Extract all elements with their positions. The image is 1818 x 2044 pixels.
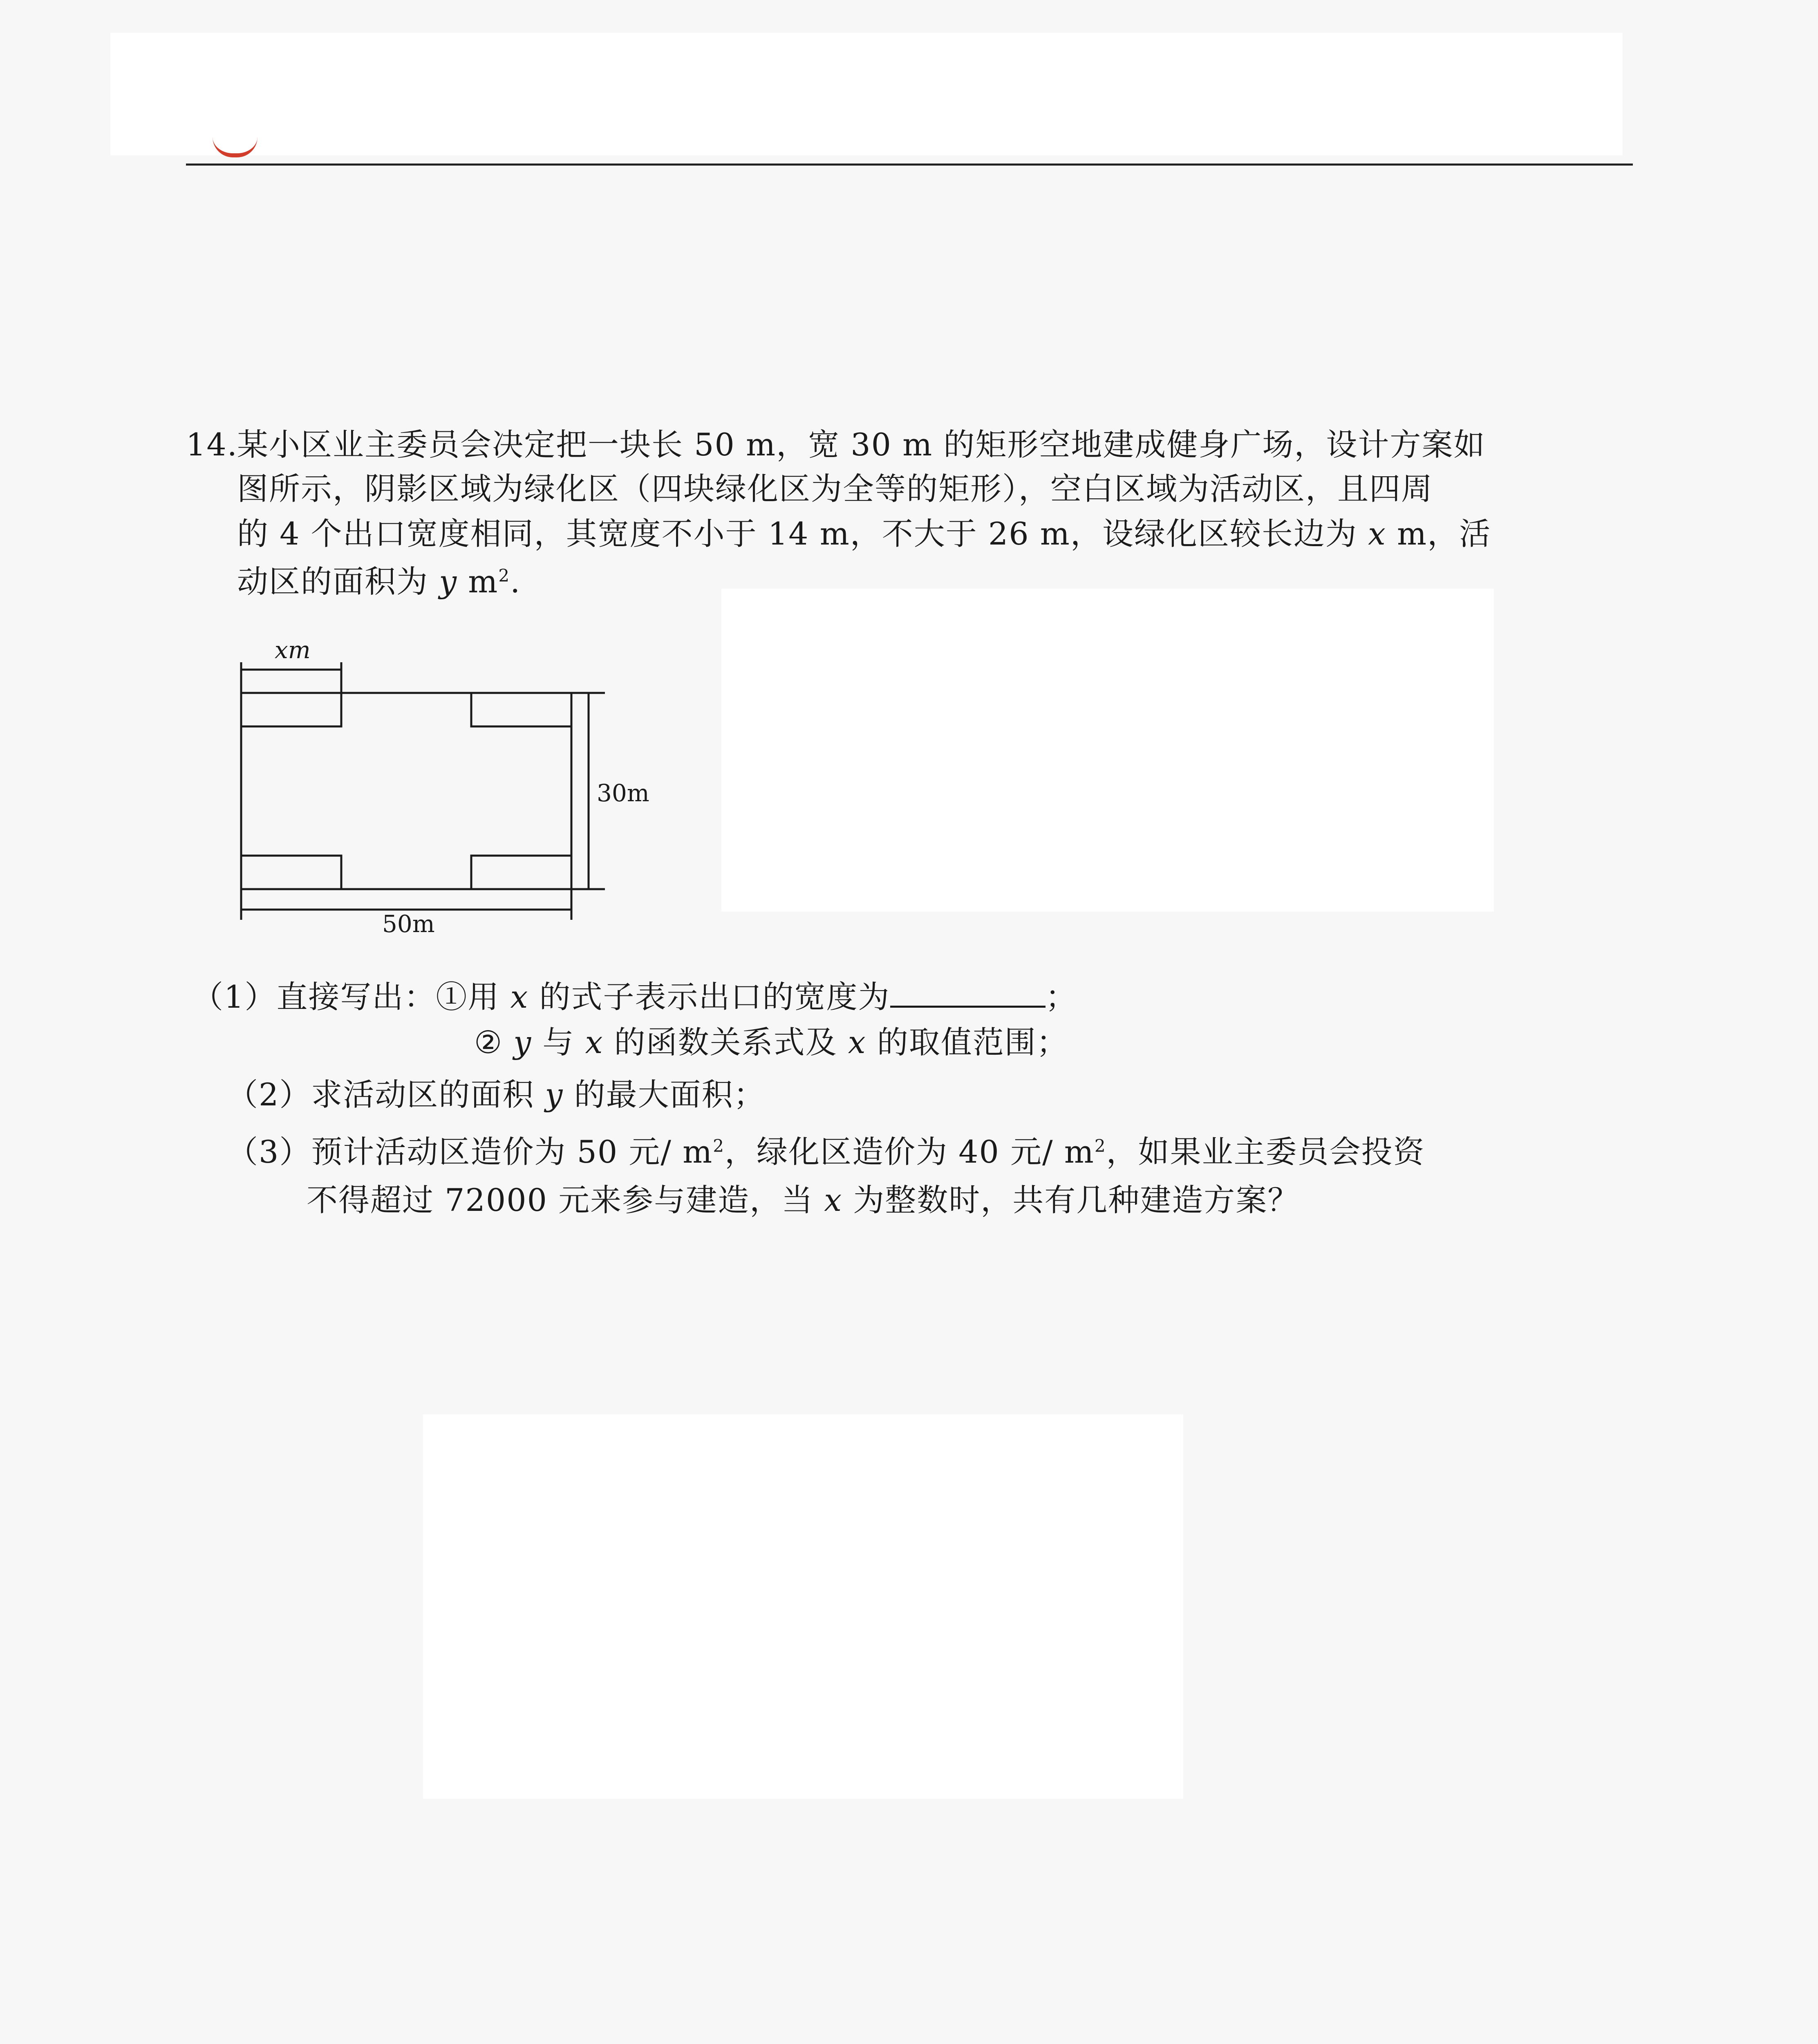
stem-line-1: 某小区业主委员会决定把一块长 50 m，宽 30 m 的矩形空地建成健身广场，设计方案如 — [237, 426, 1486, 463]
green-area-top-left — [241, 693, 341, 726]
problem-number: 14. — [186, 426, 238, 463]
header-rule — [186, 164, 1633, 166]
var-x: x — [1368, 515, 1386, 552]
plaza-outline — [241, 693, 571, 889]
blank-panel-2 — [423, 1414, 1183, 1799]
plaza-diagram — [229, 636, 649, 938]
label-30m: 30m — [597, 779, 649, 807]
stem-line-3: 的 4 个出口宽度相同，其宽度不小于 14 m，不大于 26 m，设绿化区较长边为 x m，活 — [237, 515, 1491, 552]
part-1-b: ② y 与 x 的函数关系式及 x 的取值范围； — [474, 1024, 1068, 1060]
blank-panel-1 — [721, 589, 1494, 912]
stem-line-4: 动区的面积为 y $m^2$. — [237, 563, 521, 600]
part-1-a: （1）直接写出：①用 x 的式子表示出口的宽度为 ； — [192, 979, 1077, 1015]
part-2: （2）求活动区的面积 y 的最大面积； — [227, 1076, 766, 1113]
answer-blank[interactable] — [890, 981, 1046, 1008]
label-xm: xm — [275, 636, 311, 664]
stem-line-2: 图所示，阴影区域为绿化区（四块绿化区为全等的矩形），空白区域为活动区，且四周 — [237, 471, 1433, 507]
part-3-a: （3）预计活动区造价为 50 元/ $m^2$，绿化区造价为 40 元/ $m^2$，如果业主委员会投资 — [227, 1134, 1425, 1170]
green-area-bottom-right — [471, 856, 571, 889]
header-blank — [110, 33, 1623, 155]
label-50m: 50m — [382, 910, 435, 938]
green-area-bottom-left — [241, 856, 341, 889]
part-3-b: 不得超过 72000 元来参与建造，当 x 为整数时，共有几种建造方案？ — [307, 1182, 1300, 1218]
var-y: y — [439, 563, 458, 600]
green-area-top-right — [471, 693, 571, 726]
